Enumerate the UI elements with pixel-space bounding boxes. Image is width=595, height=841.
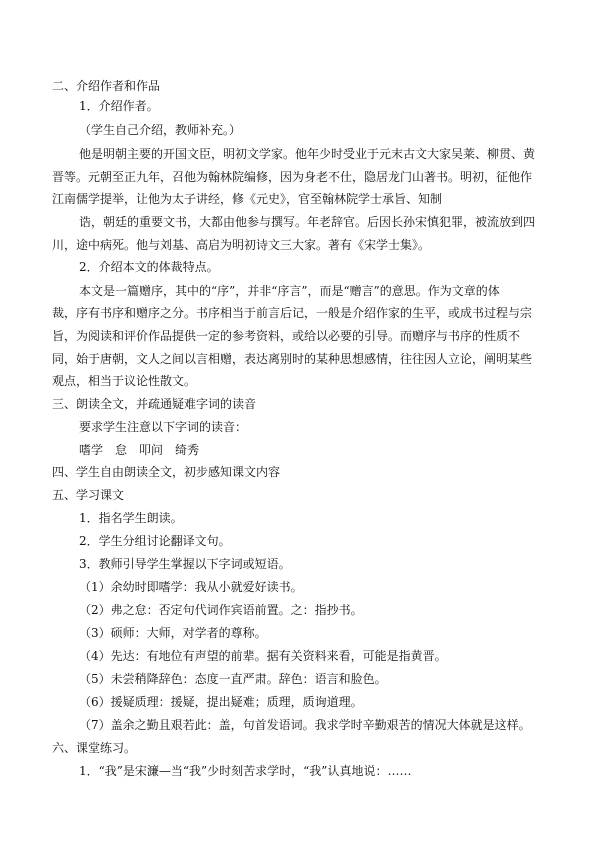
section-heading-4: 四、学生自由朗读全文，初步感知课文内容 xyxy=(52,465,281,479)
exercise-1: 1．“我”是宋濂—当“我”少时刻苦求学时，“我”认真地说：…… xyxy=(79,764,412,778)
author-paragraph-line-4: 诰，朝廷的重要文书，大都由他参与撰写。年老辞官。后因长孙宋慎犯罪，被流放到四 xyxy=(79,215,536,229)
step-3: 3．教师引导学生掌握以下字词或短语。 xyxy=(79,557,291,571)
gloss-item-7: （7）盖余之勤且艰若此：盖，句首发语词。我求学时辛勤艰苦的情况大体就是这样。 xyxy=(79,718,531,732)
author-paragraph-line-3: 江南儒学提举，让他为太子讲经，修《元史》，官至翰林院学士承旨、知制 xyxy=(52,192,443,206)
gloss-item-4: （4）先达：有地位有声望的前辈。据有关资料来看，可能是指黄晋。 xyxy=(79,649,447,663)
gloss-item-5: （5）未尝稍降辞色：态度一直严肃。辞色：语言和脸色。 xyxy=(79,672,387,686)
subheading-introduce-author: 1．介绍作者。 xyxy=(79,99,159,113)
genre-paragraph-line-1: 本文是一篇赠序，其中的“序”，并非“序言”，而是“赠言”的意思。作为文章的体 xyxy=(79,284,500,298)
note-line: （学生自己介绍，教师补充。） xyxy=(79,123,242,137)
step-1: 1．指名学生朗读。 xyxy=(79,511,183,525)
section-heading-6: 六、课堂练习。 xyxy=(52,741,137,755)
pronunciation-instruction: 要求学生注意以下字词的读音： xyxy=(79,420,248,434)
author-paragraph-line-2: 晋等。元朝至正九年，召他为翰林院编修，因为身老不仕，隐居龙门山著书。明初，征他作 xyxy=(52,170,533,184)
author-paragraph-line-5: 川，途中病死。他与刘基、高启为明初诗文三大家。著有《宋学士集》。 xyxy=(52,238,431,252)
subheading-genre: 2．介绍本文的体裁特点。 xyxy=(79,260,219,274)
pronunciation-words: 嗜学 怠 叩问 绮秀 xyxy=(79,443,200,457)
author-paragraph-line-1: 他是明朝主要的开国文臣，明初文学家。他年少时受业于元末古文大家吴莱、柳贯、黄 xyxy=(79,147,536,161)
genre-paragraph-line-5: 观点，相当于议论性散文。 xyxy=(52,374,197,388)
genre-paragraph-line-4: 同，始于唐朝，文人之间以言相赠，表达离别时的某种思想感情，往往因人立论，阐明某些 xyxy=(52,352,533,366)
section-heading-5: 五、学习课文 xyxy=(52,488,125,502)
gloss-item-6: （6）援疑质理：援疑，提出疑难；质理，质询道理。 xyxy=(79,695,363,709)
genre-paragraph-line-2: 裁，序有书序和赠序之分。书序相当于前言后记，一般是介绍作家的生平，或成书过程与宗 xyxy=(52,306,533,320)
step-2: 2．学生分组讨论翻译文句。 xyxy=(79,534,231,548)
genre-paragraph-line-3: 旨，为阅读和评价作品提供一定的参考资料，或给以必要的引导。而赠序与书序的性质不 xyxy=(52,329,521,343)
section-heading-2: 二、介绍作者和作品 xyxy=(52,79,161,93)
section-heading-3: 三、朗读全文，并疏通疑难字词的读音 xyxy=(52,397,257,411)
gloss-item-2: （2）弗之怠：否定句代词作宾语前置。之：指抄书。 xyxy=(79,603,363,617)
gloss-item-1: （1）余幼时即嗜学：我从小就爱好读书。 xyxy=(79,580,303,594)
gloss-item-3: （3）硕师：大师，对学者的尊称。 xyxy=(79,626,267,640)
